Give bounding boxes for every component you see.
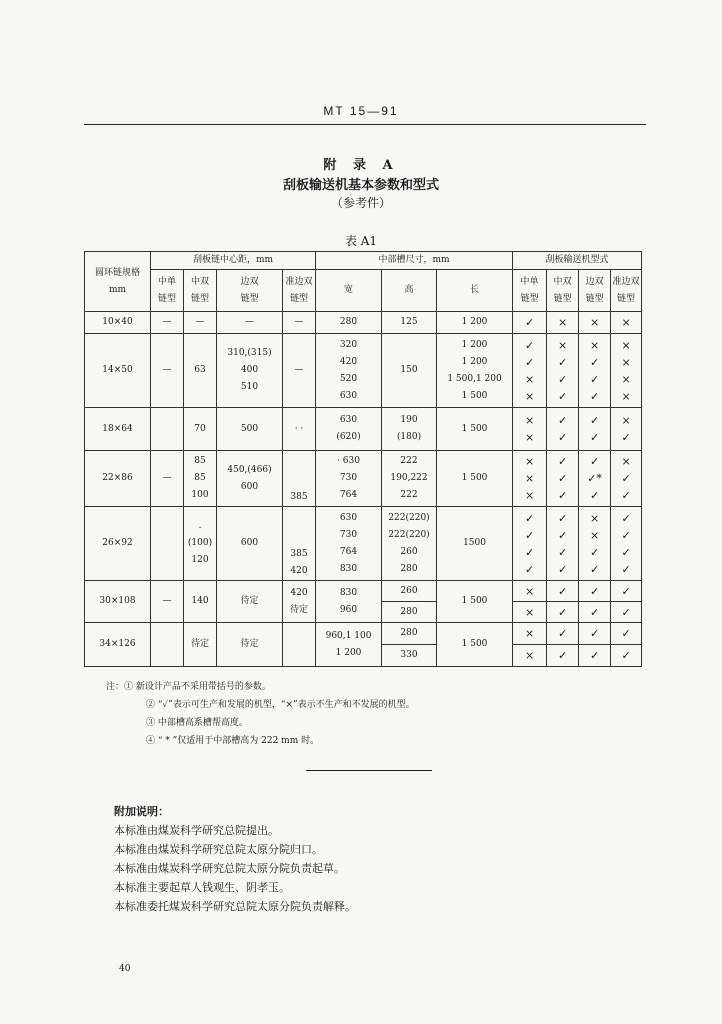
cell: 待定 <box>217 581 283 623</box>
cell: 1 500 <box>437 623 513 667</box>
cell: 1 500 <box>437 408 513 451</box>
mark-col: × × ✓ ✓ <box>579 507 611 581</box>
section-divider <box>306 770 432 771</box>
page-number: 40 <box>119 964 131 974</box>
cell: — <box>283 312 316 334</box>
cell: 830 960 <box>316 581 382 623</box>
mark: × <box>513 645 547 667</box>
cell: 190 (180) <box>382 408 437 451</box>
cell: 450,(466) 600 <box>217 451 283 507</box>
cell: · 630 730 764 <box>316 451 382 507</box>
cell: 85 85 100 <box>184 451 217 507</box>
mark: × <box>513 623 547 645</box>
note-3: ③ 中部槽高系槽帮高度。 <box>146 718 248 728</box>
cell-spec: 10×40 <box>85 312 151 334</box>
mark-col: × × × × <box>611 334 642 408</box>
cell: 150 <box>382 334 437 408</box>
mark-col: ✓ ✓ × × <box>513 334 547 408</box>
mark: ✓ <box>547 623 579 645</box>
cell: 385 <box>283 451 316 507</box>
table-label: 表 A1 <box>344 234 378 248</box>
mark-col: ✓ ✓ ✓ <box>547 451 579 507</box>
cell: 1 500 <box>437 451 513 507</box>
cell-spec: 26×92 <box>85 507 151 581</box>
header-trough-size: 中部槽尺寸，mm <box>316 252 513 270</box>
cell: — <box>151 334 184 408</box>
mark-col: ✓ ✓ ✓ ✓ <box>513 507 547 581</box>
table-row <box>85 312 642 334</box>
cell: 420 待定 <box>283 581 316 623</box>
mark: × <box>611 312 642 334</box>
cell-spec: 34×126 <box>85 623 151 667</box>
additional-line: 本标准由煤炭科学研究总院太原分院归口。 <box>114 843 323 856</box>
cell: 63 <box>184 334 217 408</box>
header-sub: 宽 <box>316 270 382 312</box>
mark-col: ✓ ✓ ✓ ✓ <box>611 507 642 581</box>
cell <box>151 623 184 667</box>
additional-line: 本标准由煤炭科学研究总院太原分院负责起草。 <box>114 862 345 875</box>
cell-spec: 22×86 <box>85 451 151 507</box>
mark: ✓ <box>579 581 611 602</box>
cell: 1 200 <box>437 312 513 334</box>
mark: ✓ <box>547 602 579 623</box>
additional-line: 本标准主要起草人钱观生、阴孝玉。 <box>114 881 290 894</box>
cell: 500 <box>217 408 283 451</box>
additional-line: 本标准由煤炭科学研究总院提出。 <box>114 824 279 837</box>
cell: 960,1 100 1 200 <box>316 623 382 667</box>
mark: × <box>547 312 579 334</box>
table-notes <box>106 678 415 750</box>
cell: 70 <box>184 408 217 451</box>
table-row <box>85 451 642 507</box>
cell: 280 <box>382 602 437 623</box>
cell: 待定 <box>184 623 217 667</box>
cell-spec: 18×64 <box>85 408 151 451</box>
standard-header: MT 15—91 <box>323 104 399 118</box>
header-sub: 边双 链型 <box>217 270 283 312</box>
table-row <box>85 507 642 581</box>
mark-col: × ✓ ✓ ✓ <box>579 334 611 408</box>
header-sub: 边双 链型 <box>579 270 611 312</box>
mark: ✓ <box>579 602 611 623</box>
cell: 630 (620) <box>316 408 382 451</box>
cell: 310,(315) 400 510 <box>217 334 283 408</box>
mark-col: × ✓ ✓ ✓ <box>547 334 579 408</box>
cell: 1 200 1 200 1 500,1 200 1 500 <box>437 334 513 408</box>
mark: ✓ <box>611 623 642 645</box>
cell <box>151 507 184 581</box>
cell: 630 730 764 830 <box>316 507 382 581</box>
mark-col: × × <box>513 408 547 451</box>
table-row <box>85 623 642 645</box>
cell: — <box>184 312 217 334</box>
cell: — <box>151 312 184 334</box>
table-row <box>85 581 642 602</box>
mark: ✓ <box>547 581 579 602</box>
mark: ✓ <box>579 645 611 667</box>
mark-col: × × × <box>513 451 547 507</box>
header-conveyor-type: 刮板输送机型式 <box>513 252 642 270</box>
cell: — <box>151 581 184 623</box>
mark: ✓ <box>611 602 642 623</box>
cell: 385 420 <box>283 507 316 581</box>
header-sub: 中双 链型 <box>184 270 217 312</box>
header-sub: 中单 链型 <box>513 270 547 312</box>
table-row <box>85 334 642 408</box>
mark-col: ✓ ✓* ✓ <box>579 451 611 507</box>
additional-title: 附加说明： <box>114 805 169 818</box>
additional-line: 本标准委托煤炭科学研究总院太原分院负责解释。 <box>114 900 356 913</box>
mark: × <box>579 312 611 334</box>
cell: · · <box>283 408 316 451</box>
appendix-label: 附 录 A <box>323 158 399 173</box>
mark-col: × ✓ <box>611 408 642 451</box>
header-chain-spec: 圆环链规格 mm <box>85 252 151 312</box>
cell: 222 190,222 222 <box>382 451 437 507</box>
cell <box>151 408 184 451</box>
cell: 140 <box>184 581 217 623</box>
mark: × <box>513 581 547 602</box>
appendix-title: 刮板输送机基本参数和型式 <box>282 178 439 193</box>
appendix-subtitle: （参考件） <box>330 196 391 210</box>
cell: 1500 <box>437 507 513 581</box>
cell: — <box>217 312 283 334</box>
cell-spec: 30×108 <box>85 581 151 623</box>
mark-col: ✓ ✓ ✓ ✓ <box>547 507 579 581</box>
parameter-table <box>84 251 642 667</box>
cell: 125 <box>382 312 437 334</box>
note-2: ② “✓”表示可生产和发展的机型，“×”表示不生产和不发展的机型。 <box>146 700 415 710</box>
mark: ✓ <box>579 623 611 645</box>
cell: 260 <box>382 581 437 602</box>
header-sub: 准边双 链型 <box>283 270 316 312</box>
mark: ✓ <box>611 581 642 602</box>
header-sub: 准边双 链型 <box>611 270 642 312</box>
cell: 600 <box>217 507 283 581</box>
mark: ✓ <box>611 645 642 667</box>
mark-col: × ✓ ✓ <box>611 451 642 507</box>
mark: ✓ <box>513 312 547 334</box>
cell: 1 500 <box>437 581 513 623</box>
note-4: ④ “ * ”仅适用于中部槽高为 222 mm 时。 <box>146 736 320 746</box>
cell-spec: 14×50 <box>85 334 151 408</box>
header-sub: 长 <box>437 270 513 312</box>
header-rule <box>84 124 646 125</box>
header-center-distance: 刮板链中心距，mm <box>151 252 316 270</box>
cell: 待定 <box>217 623 283 667</box>
header-sub: 中单 链型 <box>151 270 184 312</box>
mark-col: ✓ ✓ <box>547 408 579 451</box>
table-row <box>85 408 642 451</box>
header-sub: 高 <box>382 270 437 312</box>
cell: 320 420 520 630 <box>316 334 382 408</box>
cell: — <box>283 334 316 408</box>
cell: — <box>151 451 184 507</box>
mark-col: ✓ ✓ <box>579 408 611 451</box>
mark: ✓ <box>547 645 579 667</box>
note-1: 注：① 新设计产品不采用带括号的参数。 <box>106 682 271 692</box>
cell: 280 <box>382 623 437 645</box>
cell: 330 <box>382 645 437 667</box>
cell: . (100) 120 <box>184 507 217 581</box>
cell: 280 <box>316 312 382 334</box>
mark: × <box>513 602 547 623</box>
cell <box>283 623 316 667</box>
additional-notes <box>114 802 356 916</box>
cell: 222(220) 222(220) 260 280 <box>382 507 437 581</box>
header-sub: 中双 链型 <box>547 270 579 312</box>
